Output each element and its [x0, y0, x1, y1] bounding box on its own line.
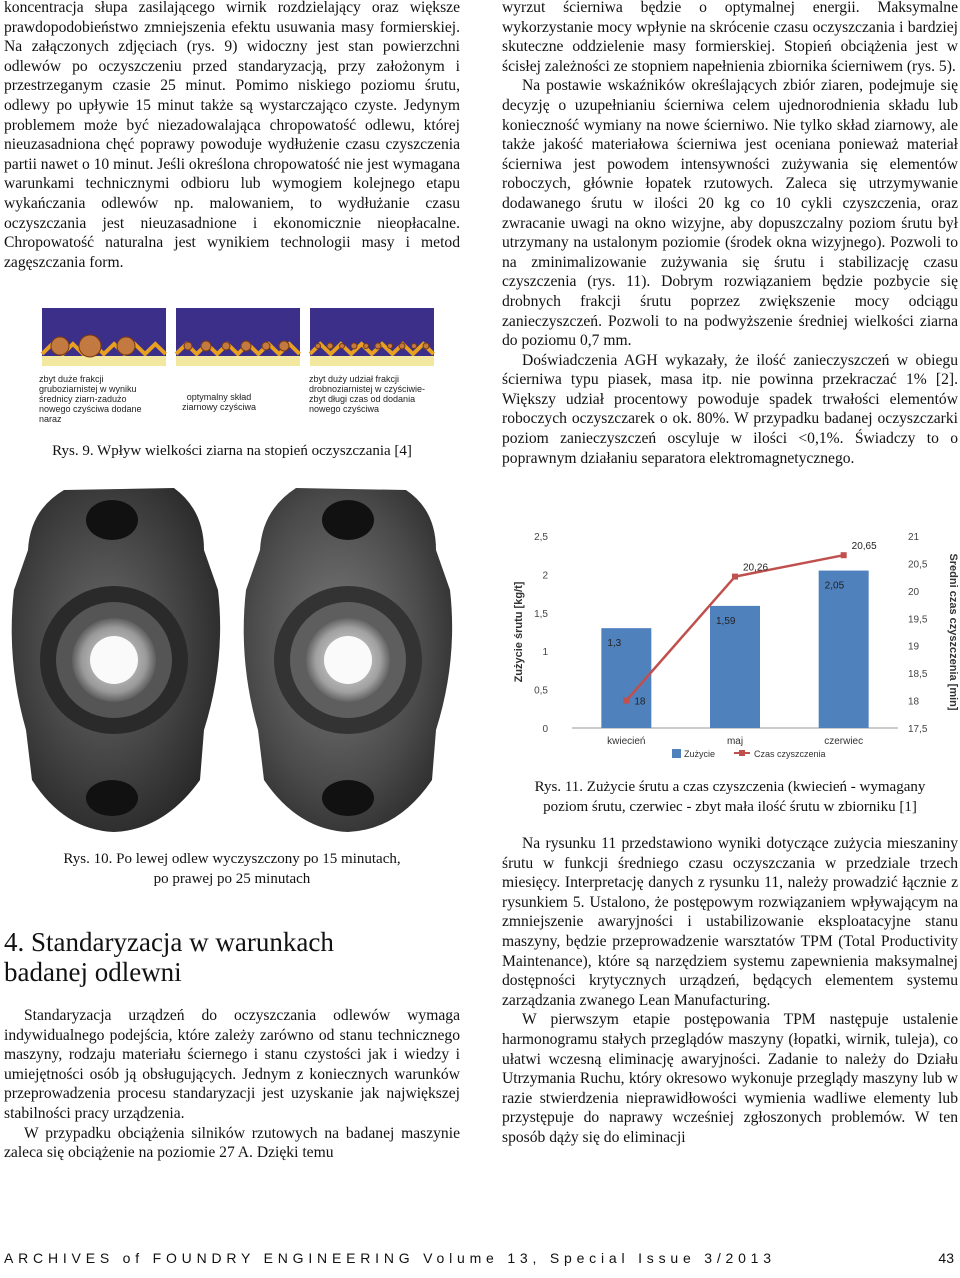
grain	[184, 342, 192, 350]
figure-9-label-right: zbyt duży udział frakcji drobnoziarnistej w czyściwie-zbyt długi czas od dodania nowego czyściwa	[309, 374, 426, 414]
figure-10-caption-line-1: Rys. 10. Po lewej odlew wyczyszczony po 15 minutach,	[63, 851, 401, 867]
line-point	[732, 574, 738, 580]
y2-tick-label: 20	[908, 586, 920, 598]
page-number: 43	[938, 1250, 954, 1266]
y2-tick-label: 17,5	[908, 724, 928, 735]
grain-panel	[310, 308, 434, 366]
y2-tick-label: 19	[908, 641, 920, 653]
line-point	[623, 698, 629, 704]
body-paragraph: wyrzut ścierniwa będzie o optymalnej energii. Maksymalne wykorzystanie mocy wpłynie na skrócenie czasu oczyszczania i bardziej skuteczne oddzielenie masy formierskiej. Stopień obciążenia jest w ścisłej zależności ze stopniem napełnienia zbiornika ścierniwem (rys. 5).	[502, 0, 958, 75]
body-paragraph: W przypadku obciążenia silników rzutowych na badanej maszynie zaleca się obciążenie na poziomie 27 A. Dzięki temu	[4, 1124, 460, 1162]
grain	[327, 343, 333, 349]
figure-11-caption-line-1: Rys. 11. Zużycie śrutu a czas czyszczenia (kwiecień - wymagany	[534, 779, 926, 795]
y2-tick-label: 21	[908, 532, 920, 543]
grain	[364, 344, 369, 349]
legend-marker	[739, 750, 745, 756]
body-paragraph: W pierwszym etapie postępowania TPM następuje ustalenie harmonogramu stałych przeglądów maszyny (łopatki, wirnik, tuleja), co ułatwi wczesną eliminację awaryjności. Zadanie to należy do Działu Utrzymania Ruchu, który okresowo wykonuje przeglądy maszyny lub w razie stwierdzenia nieprawidłowości wymienia wadliwe elementy lub przystępuje do naprawy wcześniej zgłoszonych problemów. W ten sposób dąży się do eliminacji	[502, 1011, 958, 1146]
figure-10-caption-line-2: po prawej po 25 minutach	[153, 871, 311, 887]
figure-9-label-left: zbyt duże frakcji gruboziarnistej w wyniku średnicy ziarn-zadużo nowego czyściwa dodane naraz	[39, 374, 142, 424]
y-tick-label: 0	[542, 724, 548, 735]
bar-data-label: 1,59	[716, 615, 736, 627]
bar-data-label: 1,3	[607, 638, 622, 650]
grain	[222, 342, 230, 350]
casting-photo-left	[4, 480, 226, 836]
grain	[399, 343, 405, 349]
legend-label: Czas czyszczenia	[754, 749, 826, 759]
category-label: kwiecień	[607, 736, 646, 747]
grain	[51, 337, 69, 355]
line-data-label: 18	[634, 696, 646, 708]
legend-swatch	[672, 749, 681, 758]
grain	[279, 341, 289, 351]
section-heading-line-1: 4. Standaryzacja w warunkach	[4, 927, 334, 957]
surface-layer	[176, 356, 300, 366]
y2-tick-label: 18,5	[908, 669, 928, 681]
figure-10-caption	[4, 849, 460, 889]
grain	[340, 344, 345, 349]
grain	[375, 343, 381, 349]
y-tick-label: 2,5	[534, 532, 548, 543]
grain	[316, 344, 321, 349]
section-heading-line-2: badanej odlewni	[4, 957, 182, 987]
grain	[262, 342, 270, 350]
body-paragraph: Na postawie wskaźników określających zbiór ziaren, podejmuje się decyzję o uzupełnianiu ścierniwa celem ujednorodnienia składu lub konieczność wymiany na nowe ścierniwo. Nie tylko skład ziarnowy, ale także jakość materiałowa ścierniwa jest oceniana ponieważ materiał ścierniwa jest powodem intensywności zużywania się elementów roboczych, głównie łopatek rzutowych. Zaleca się utrzymywanie dodawanego śrutu w ilości 20 kg co 10 cykli czyszczenia, oraz zwracanie uwagi na okno wizyjne, aby dopuszczalny poziom śrutu był utrzymany na ustalonym poziomie (środek okna wizyjnego). Pozwoli to na zminimalizowanie zużywania się śrutu i stabilizację czasu czyszczenia (rys. 11). Dobrym rozwiązaniem będzie pozbycie się drobnych frakcji śrutu poprzez zwiększenie mocy odciągu zanieczyszczeń. Pozwoli to na podwyższenie średniej wielkości ziarna do poziomu 0,7 mm.	[502, 77, 958, 350]
figure-9-caption: Rys. 9. Wpływ wielkości ziarna na stopień oczyszczania [4]	[52, 443, 412, 459]
y-tick-label: 2	[542, 570, 548, 582]
y-axis-label: Zużycie śrutu [kg/t]	[513, 581, 525, 683]
grain	[423, 343, 429, 349]
y2-tick-label: 19,5	[908, 614, 928, 626]
grain	[117, 337, 135, 355]
right-top-body	[502, 0, 958, 468]
y2-axis-label: Średni czas czyszczenia [min]	[947, 553, 958, 711]
figure-9-label-mid: optymalny skład ziarnowy czyściwa	[181, 392, 257, 412]
journal-name: ARCHIVES of FOUNDRY ENGINEERING Volume 13, Special Issue 3/2013	[4, 1250, 776, 1266]
legend-label: Zużycie	[684, 749, 716, 759]
body-paragraph: Na rysunku 11 przedstawiono wyniki dotyczące zużycia mieszaniny śrutu w funkcji średniego czasu oczyszczania w przedziale trzech miesięcy. Interpretację danych z rysunku 11, należy prowadzić łącznie z rysunkiem 5. Ustalono, że postępowym rozwiązaniem wpływającym na zmniejszenie awaryjności i ustabilizowanie eksploatacyjne stanu maszyny, będzie przeprowadzenie warsztatów TPM (Total Productivity Maintenance), które są narzędziem systemu zapewnienia maksymalnej dostępności krytycznych urządzeń, będących elementem systemu zarządzania zwanego Lean Manufacturing.	[502, 835, 958, 1009]
figure-10-photo-left	[4, 480, 226, 836]
grain	[79, 335, 101, 357]
grain	[351, 343, 357, 349]
y-tick-label: 1,5	[534, 608, 548, 620]
section-4-body	[4, 1006, 460, 1163]
right-bottom-body	[502, 834, 958, 1148]
category-label: maj	[726, 736, 744, 747]
chart-svg	[502, 522, 958, 770]
grain-panel	[176, 308, 300, 366]
line-point	[841, 552, 847, 558]
grain	[241, 341, 251, 351]
surface-layer	[42, 356, 166, 366]
line-data-label: 20,65	[851, 541, 877, 553]
y2-tick-label: 18	[908, 696, 920, 708]
figure-11-caption-line-2: poziom śrutu, czerwiec - zbyt mała ilość śrutu w zbiorniku [1]	[543, 799, 917, 815]
y-tick-label: 0,5	[534, 685, 548, 697]
figure-11-caption	[502, 777, 958, 817]
section-4-heading	[4, 927, 460, 987]
y-tick-label: 1	[542, 647, 548, 659]
bar	[819, 571, 869, 728]
grain	[201, 341, 211, 351]
grain	[412, 344, 417, 349]
body-paragraph: Doświadczenia AGH wykazały, że ilość zanieczyszczeń w obiegu ścierniwa typu piasek, masa itp. nie powinna przekraczać 1% [2]. Większy udział procentowy powoduje spadek trwałości elementów roboczych oczyszczarek o ok. 80%. W przypadku badanej oczyszczarki poziom zanieczyszczeń oscyluje w ilości <0,1%. Świadczy to o poprawnym działaniu separatora elektromagnetycznego.	[502, 351, 958, 467]
surface-layer	[310, 356, 434, 366]
y2-tick-label: 20,5	[908, 559, 928, 571]
page-footer	[4, 1250, 954, 1266]
line-data-label: 20,26	[743, 562, 769, 574]
body-paragraph: koncentracja słupa zasilającego wirnik rozdzielający oraz większe prawdopodobieństwo zmniejszenia efektu usuwania masy formierskiej. Na załączonych zdjęciach (rys. 9) widoczny jest stan powierzchni odlewów po oczyszczeniu przed standaryzacją, przy założonym i przestrzeganym czasie 25 minut. Pomimo niskiego poziomu śrutu, odlewy po upływie 15 minut także są wystarczająco czyste. Jedynym problemem może być niezadowalająca chropowatość odlewu, której nieuzasadniona chęć poprawy powoduje wydłużenie czasu czyszczenia partii nawet o 10 minut. Jeśli określona chropowatość nie jest wymagana warunkami technicznymi odbioru lub wymogiem kolejnego etapu wykańczania odlewów np. malowaniem, to wydłużanie czasu oczyszczania jest nieuzasadnione i ekonomicznie nieopłacalne. Chropowatość naturalna jest wynikiem technologii masy i metod zagęszczania form.	[4, 0, 461, 271]
grain-panel	[42, 308, 166, 366]
figure-10-photo-right	[238, 480, 460, 836]
body-paragraph: Standaryzacja urządzeń do oczyszczania odlewów wymaga indywidualnego podejścia, które zależy zarówno od stanu technicznego maszyny, rodzaju materiału ściernego i stanu czystości jak i wiedzy i umiejętności osób ją obsługujących. Jednym z koniecznych warunków przeprowadzenia procesu standaryzacji jest uzyskanie jak największej stabilności pracy urządzenia.	[4, 1007, 460, 1122]
bar-data-label: 2,05	[824, 580, 845, 592]
category-label: czerwiec	[824, 736, 864, 747]
grain	[388, 344, 393, 349]
figure-11-chart	[502, 522, 958, 770]
casting-photo-right	[238, 480, 460, 836]
